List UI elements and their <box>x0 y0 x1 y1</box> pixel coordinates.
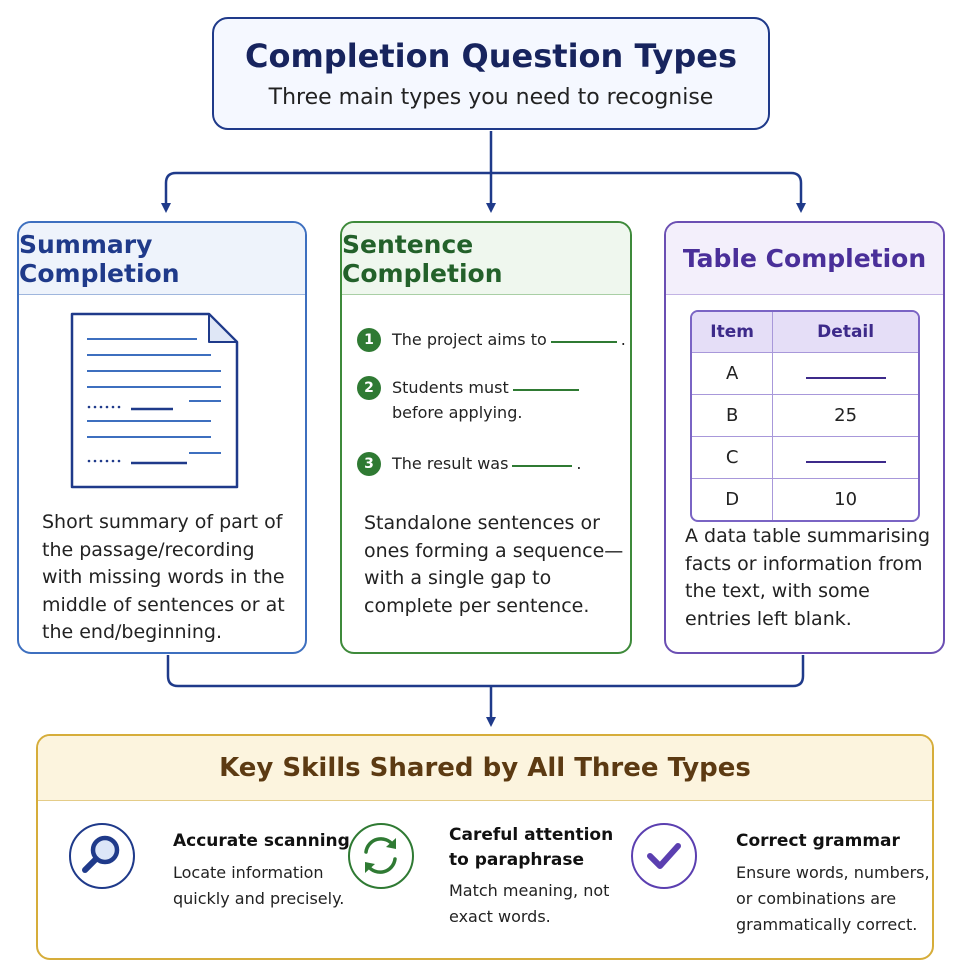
sentence-item-2: Students must before applying. <box>392 375 583 425</box>
blank-gap <box>806 377 886 379</box>
diagram-subtitle: Three main types you need to recognise <box>268 85 714 110</box>
table-row: C <box>692 436 918 478</box>
summary-completion-description: Short summary of part of the passage/recording with missing words in the middle of sentences or at the end/beginning. <box>42 511 285 643</box>
sentence-completion-title: Sentence Completion <box>342 223 630 295</box>
sentence-completion-card <box>340 221 632 654</box>
table-row: D 10 <box>692 478 918 520</box>
table-row: B 25 <box>692 394 918 436</box>
table-completion-card <box>664 221 945 654</box>
skill-title-scanning: Accurate scanning <box>173 831 350 851</box>
summary-completion-title: Summary Completion <box>19 223 305 295</box>
magnifier-icon <box>69 823 135 889</box>
table-header-item: Item <box>692 312 772 352</box>
key-skills-title: Key Skills Shared by All Three Types <box>38 736 932 801</box>
table-completion-title: Table Completion <box>666 223 943 295</box>
sentence-item-1: The project aims to . <box>392 330 626 349</box>
summary-completion-card <box>17 221 307 654</box>
blank-gap <box>512 465 572 467</box>
document-icon <box>69 311 241 491</box>
skill-desc-grammar: Ensure words, numbers, or combinations are grammatically correct. <box>736 863 930 934</box>
skill-desc-scanning: Locate information quickly and precisely. <box>173 863 345 908</box>
table-header-detail: Detail <box>772 312 918 352</box>
diagram-title: Completion Question Types <box>244 37 737 75</box>
key-skills-box <box>36 734 934 960</box>
sentence-item-3: The result was . <box>392 454 582 473</box>
skill-title-paraphrase: Careful attention to paraphrase <box>449 825 614 870</box>
skill-desc-paraphrase: Match meaning, not exact words. <box>449 881 610 926</box>
table-row: A <box>692 352 918 394</box>
sentence-number-2: 2 <box>357 376 381 400</box>
blank-gap <box>513 389 579 391</box>
blank-gap <box>806 461 886 463</box>
sentence-number-3: 3 <box>357 452 381 476</box>
table-completion-description: A data table summarising facts or information from the text, with some entries left blank. <box>685 525 931 630</box>
checkmark-icon <box>631 823 697 889</box>
sentence-number-1: 1 <box>357 328 381 352</box>
blank-gap <box>551 341 617 343</box>
skill-title-grammar: Correct grammar <box>736 831 900 851</box>
refresh-arrows-icon <box>348 823 414 889</box>
sentence-completion-description: Standalone sentences or ones forming a sequence— with a single gap to complete per sentence. <box>364 512 624 617</box>
example-table <box>690 310 920 522</box>
title-box <box>212 17 770 130</box>
